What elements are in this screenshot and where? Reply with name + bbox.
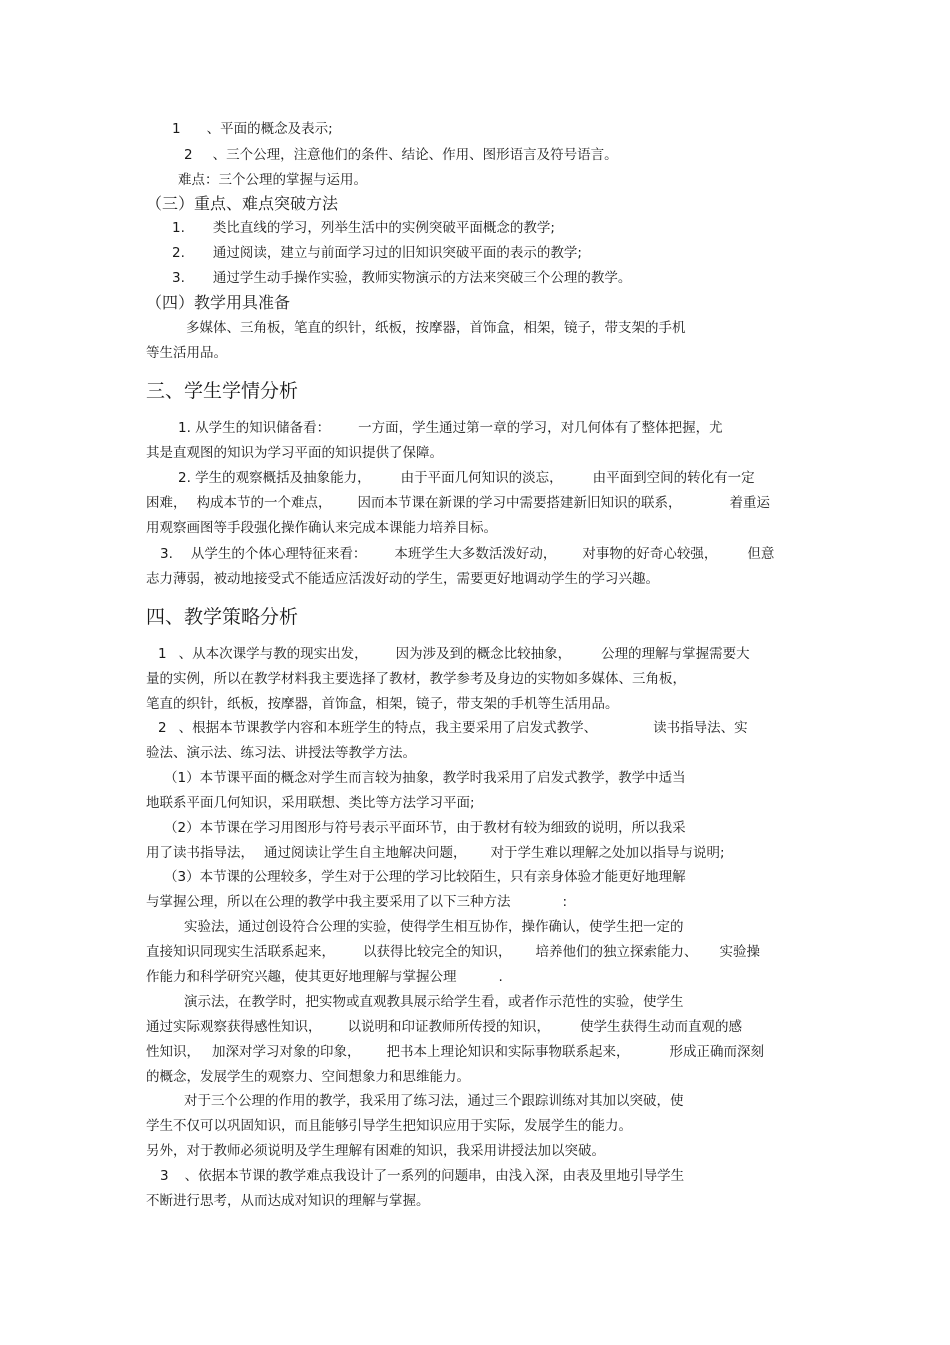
point-2-line: [184, 145, 618, 165]
text-run: 3: [160, 1168, 169, 1184]
sec3-item-2: [172, 243, 582, 263]
point-1-line: [172, 119, 333, 139]
section-4-heading: （四）教学用具准备: [146, 293, 291, 312]
text-run: 培养他们的独立探索能力、: [535, 944, 698, 960]
part4-line-7: 地联系平面几何知识，采用联想、类比等方法学习平面;: [146, 795, 475, 811]
text-run: 、从本次课学与教的现实出发，: [178, 646, 368, 662]
part3-line-1: [178, 418, 723, 438]
text-run: 作能力和科学研究兴趣，使其更好地理解与掌握公理: [146, 969, 457, 985]
text-run: 由于平面几何知识的淡忘，: [400, 470, 563, 486]
text-run: 读书指导法、实: [653, 720, 748, 736]
text-run: 一方面，学生通过第一章的学习，对几何体有了整体把握，尤: [358, 420, 723, 436]
sec3-item-number: 3.: [172, 270, 185, 286]
text-run: 通过阅读让学生自主地解决问题，: [264, 845, 467, 861]
text-run: 本班学生大多数活泼好动，: [394, 546, 557, 562]
text-run: 、依据本节课的教学难点我设计了一系列的问题串，由浅入深，由表及里地引导学生: [184, 1168, 685, 1184]
point-2-number: 2: [184, 147, 193, 163]
text-run: 困难，: [146, 495, 187, 511]
part4-line-22: [160, 1166, 684, 1186]
part4-line-12: 实验法，通过创设符合公理的实验，使得学生相互协作，操作确认，使学生把一定的: [184, 919, 684, 935]
text-run: 用了读书指导法，: [146, 845, 254, 861]
text-run: 直接知识同现实生活联系起来，: [146, 944, 335, 960]
part3-line-4: [146, 493, 770, 513]
text-run: 2. 学生的观察概括及抽象能力，: [178, 470, 371, 486]
part3-line-2: 其是直观图的知识为学习平面的知识提供了保障。: [146, 445, 443, 461]
part4-line-14: [146, 967, 503, 987]
sec3-item-number: 2.: [172, 245, 185, 261]
text-run: 、根据本节课教学内容和本班学生的特点，我主要采用了启发式教学、: [178, 720, 598, 736]
part4-line-19: 对于三个公理的作用的教学，我采用了练习法，通过三个跟踪训练对其加以突破，使: [184, 1093, 684, 1109]
part3-line-7: 志力薄弱，被动地接受式不能适应活泼好动的学生，需要更好地调动学生的学习兴趣。: [146, 571, 659, 587]
part4-line-16: [146, 1017, 742, 1037]
text-run: 对于学生难以理解之处加以指导与说明;: [490, 845, 725, 861]
text-run: :: [562, 894, 568, 910]
text-run: 但意: [747, 546, 775, 562]
part4-line-13: [146, 942, 760, 962]
part4-line-21: 另外，对于教师必须说明及学生理解有困难的知识，我采用讲授法加以突破。: [146, 1143, 605, 1159]
text-run: 以获得比较完全的知识，: [363, 944, 512, 960]
sec4-line-2: 等生活用品。: [146, 345, 227, 361]
sec4-line-1: 多媒体、三角板，笔直的织针，纸板，按摩器，首饰盒，相架，镜子，带支架的手机: [186, 320, 686, 336]
text-run: 与掌握公理，所以在公理的教学中我主要采用了以下三种方法: [146, 894, 511, 910]
text-run: .: [498, 969, 503, 985]
part4-line-2: 量的实例，所以在教学材料我主要选择了教材，教学参考及身边的实物如多媒体、三角板，: [146, 671, 686, 687]
sec3-item-1: [172, 218, 555, 238]
part4-line-17: [146, 1042, 764, 1062]
text-run: 性知识，: [146, 1044, 200, 1060]
part3-line-5: 用观察画图等手段强化操作确认来完成本课能力培养目标。: [146, 520, 497, 536]
part3-line-3: [178, 468, 755, 488]
text-run: 加深对学习对象的印象，: [212, 1044, 361, 1060]
sec3-item-text: 通过阅读，建立与前面学习过的旧知识突破平面的表示的教学;: [212, 245, 582, 261]
difficulty-line: 难点：三个公理的掌握与运用。: [178, 172, 367, 188]
part4-line-10: （3）本节课的公理较多，学生对于公理的学习比较陌生，只有亲身体验才能更好地理解: [164, 869, 686, 885]
point-1-number: 1: [172, 121, 181, 137]
point-1-text: 、平面的概念及表示;: [206, 121, 333, 137]
text-run: 使学生获得生动而直观的感: [580, 1019, 742, 1035]
text-run: 由平面到空间的转化有一定: [592, 470, 755, 486]
text-run: 从学生的个体心理特征来看：: [190, 546, 367, 562]
part4-line-1: [158, 644, 750, 664]
text-run: 以说明和印证教师所传授的知识，: [347, 1019, 550, 1035]
text-run: 公理的理解与掌握需要大: [601, 646, 750, 662]
part4-line-8: （2）本节课在学习用图形与符号表示平面环节，由于教材有较为细致的说明，所以我采: [164, 820, 686, 836]
text-run: 对事物的好奇心较强，: [582, 546, 718, 562]
section-3-heading: （三）重点、难点突破方法: [146, 194, 339, 213]
text-run: 1: [158, 646, 167, 662]
sec3-item-number: 1.: [172, 220, 185, 236]
part4-line-4: [158, 718, 748, 738]
part4-line-3: 笔直的织针，纸板，按摩器，首饰盒，相架，镜子，带支架的手机等生活用品。: [146, 696, 619, 712]
part-3-heading: 三、学生学情分析: [146, 380, 299, 402]
text-run: 因而本节课在新课的学习中需要搭建新旧知识的联系，: [357, 495, 682, 511]
text-run: 实验操: [719, 944, 760, 960]
text-run: 构成本节的一个难点，: [196, 495, 332, 511]
part4-line-9: [146, 843, 725, 863]
part-4-heading: 四、教学策略分析: [146, 606, 299, 628]
sec3-item-3: [172, 268, 631, 288]
part4-line-23: 不断进行思考，从而达成对知识的理解与掌握。: [146, 1193, 430, 1209]
part4-line-15: 演示法，在教学时，把实物或直观教具展示给学生看，或者作示范性的实验，使学生: [184, 994, 684, 1010]
text-run: 因为涉及到的概念比较抽象，: [395, 646, 572, 662]
text-run: 把书本上理论知识和实际事物联系起来，: [386, 1044, 630, 1060]
sec3-item-text: 类比直线的学习，列举生活中的实例突破平面概念的教学;: [212, 220, 555, 236]
text-run: 2: [158, 720, 167, 736]
part4-line-5: 验法、演示法、练习法、讲授法等教学方法。: [146, 745, 416, 761]
part4-line-18: 的概念，发展学生的观察力、空间想象力和思维能力。: [146, 1069, 470, 1085]
text-run: 着重运: [729, 495, 770, 511]
part3-line-6: [160, 544, 774, 564]
text-run: 1. 从学生的知识储备看：: [178, 420, 331, 436]
part4-line-11: [146, 892, 567, 912]
sec3-item-text: 通过学生动手操作实验，教师实物演示的方法来突破三个公理的教学。: [212, 270, 632, 286]
point-2-text: 、三个公理，注意他们的条件、结论、作用、图形语言及符号语言。: [212, 147, 618, 163]
text-run: 3.: [160, 546, 173, 562]
text-run: 形成正确而深刻: [669, 1044, 764, 1060]
part4-line-6: （1）本节课平面的概念对学生而言较为抽象，教学时我采用了启发式教学，教学中适当: [164, 770, 686, 786]
text-run: 通过实际观察获得感性知识，: [146, 1019, 322, 1035]
part4-line-20: 学生不仅可以巩固知识，而且能够引导学生把知识应用于实际，发展学生的能力。: [146, 1118, 632, 1134]
